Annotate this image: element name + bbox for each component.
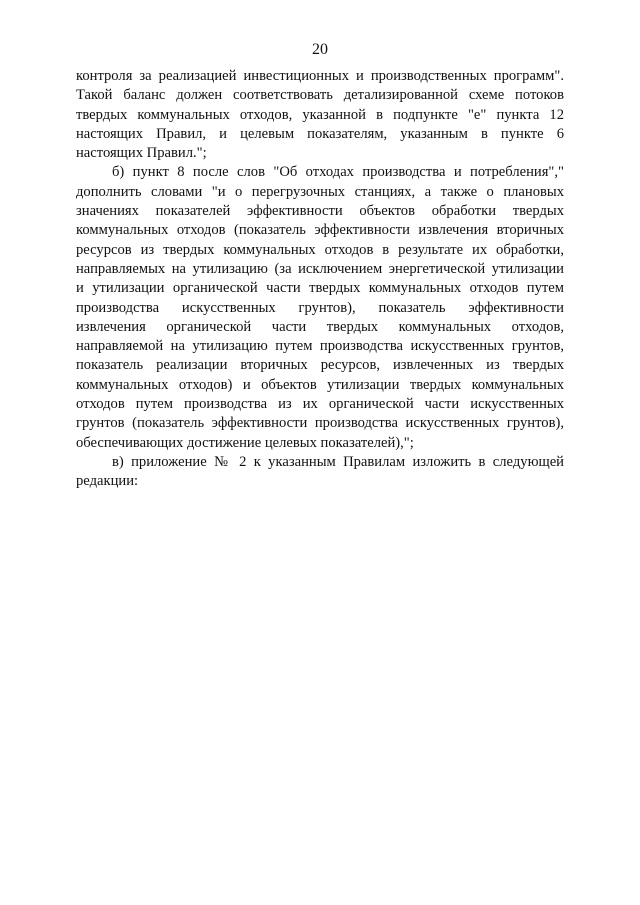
text-line: направляемых на утилизацию (за исключением энергетической утилизации — [76, 260, 564, 277]
paragraph — [76, 67, 564, 163]
text-line: извлечения органической части твердых коммунальных отходов, — [76, 318, 564, 335]
text-line: б) пункт 8 после слов "Об отходах производства и потребления"," — [112, 164, 564, 181]
text-line: настоящих Правил, и целевым показателям, указанным в пункте 6 — [76, 125, 564, 142]
text-line: грунтов (показатель эффективности производства искусственных грунтов), — [76, 415, 564, 432]
text-line: значениях показателей эффективности объектов обработки твердых — [76, 203, 564, 220]
text-line: Такой баланс должен соответствовать детализированной схеме потоков — [76, 87, 564, 104]
text-line: коммунальных отходов (показатель эффективности извлечения вторичных — [76, 222, 564, 239]
text-line: твердых коммунальных отходов, указанной в подпункте "е" пункта 12 — [76, 106, 564, 123]
text-line: направляемой на утилизацию путем производства искусственных грунтов, — [76, 338, 564, 355]
text-line: настоящих Правил."; — [76, 145, 207, 162]
text-line: коммунальных отходов) и объектов утилизации твердых коммунальных — [76, 376, 564, 393]
text-line: отходов путем производства из их органической части искусственных — [76, 396, 564, 413]
text-line: производства искусственных грунтов), показатель эффективности — [76, 299, 564, 316]
text-line: в) приложение № 2 к указанным Правилам изложить в следующей — [112, 453, 564, 470]
text-line: дополнить словами "и о перегрузочных станциях, а также о плановых — [76, 183, 564, 200]
text-line: и утилизации органической части твердых коммунальных отходов путем — [76, 280, 564, 297]
text-line: ресурсов из твердых коммунальных отходов в результате их обработки, — [76, 241, 564, 258]
paragraph — [76, 453, 564, 492]
paragraph — [76, 163, 564, 452]
text-line: редакции: — [76, 473, 139, 490]
text-line: показатель реализации вторичных ресурсов, извлеченных из твердых — [76, 357, 564, 374]
document-body — [76, 67, 564, 492]
text-line: обеспечивающих достижение целевых показателей),"; — [76, 434, 414, 451]
page-number: 20 — [312, 41, 328, 58]
text-line: контроля за реализацией инвестиционных и производственных программ". — [76, 68, 564, 84]
